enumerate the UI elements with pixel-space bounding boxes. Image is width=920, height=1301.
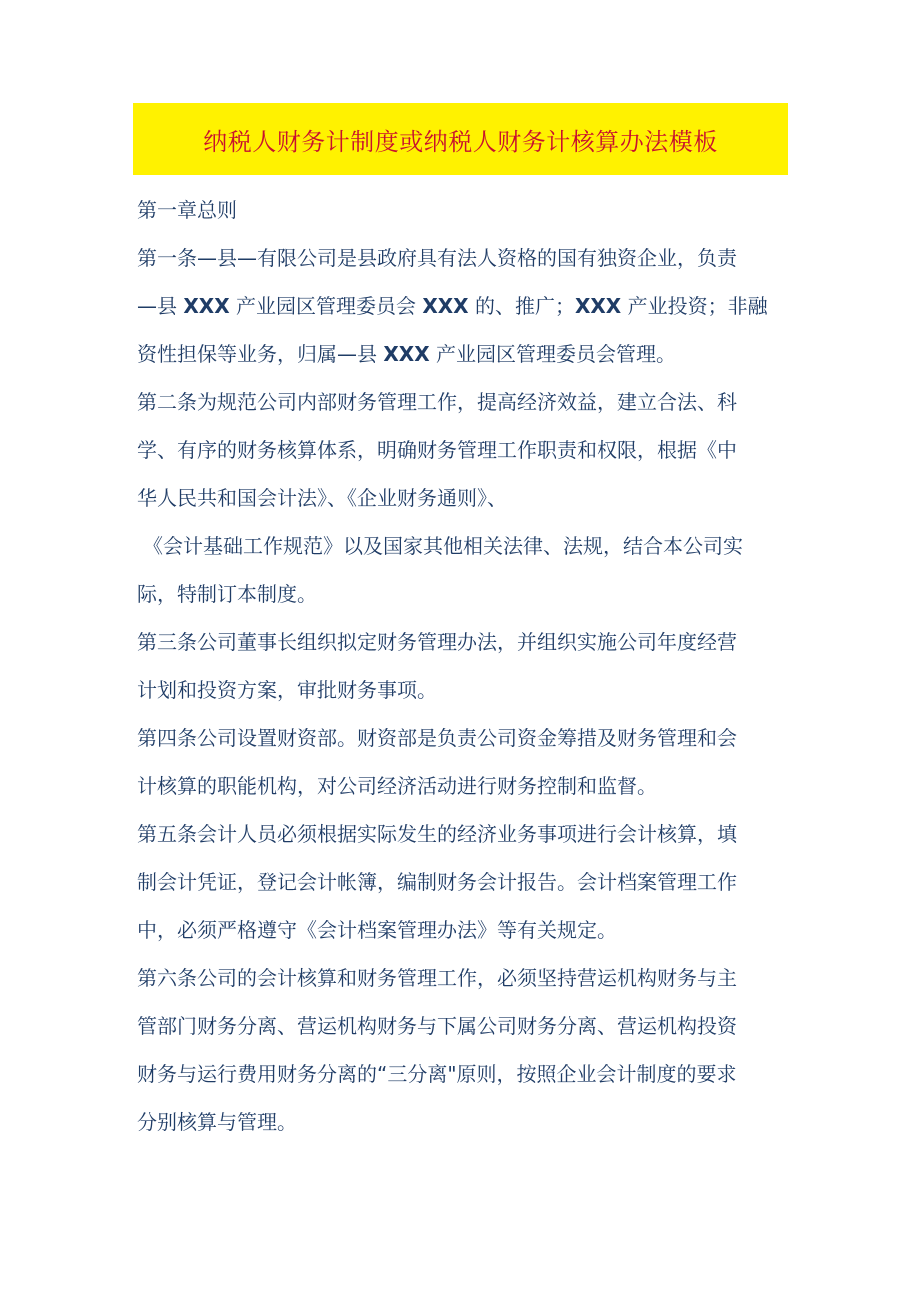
article-2-line-1: 第二条为规范公司内部财务管理工作，提高经济效益，建立合法、科 <box>137 390 737 414</box>
article-1-text: 资性担保等业务，归属—县 <box>137 342 384 366</box>
article-1-text: 产业园区管理委员会 <box>229 294 423 318</box>
article-2-line-4: 《会计基础工作规范》以及国家其他相关法律、法规，结合本公司实 <box>143 534 743 558</box>
article-1-line-1: 第一条—县—有限公司是县政府具有法人资格的国有独资企业，负责 <box>137 246 737 270</box>
article-6-line-3: 财务与运行费用财务分离的“三分离"原则，按照企业会计制度的要求 <box>137 1062 737 1086</box>
article-1-line-2 <box>137 282 787 330</box>
article-5-line-1: 第五条会计人员必须根据实际发生的经济业务事项进行会计核算，填 <box>137 822 737 846</box>
article-6-line-2: 管部门财务分离、营运机构财务与下属公司财务分离、营运机构投资 <box>137 1014 737 1038</box>
article-5-line-2: 制会计凭证，登记会计帐簿，编制财务会计报告。会计档案管理工作 <box>137 870 737 894</box>
placeholder-xxx: XXX <box>183 294 230 318</box>
placeholder-xxx: XXX <box>422 294 469 318</box>
article-2-line-2: 学、有序的财务核算体系，明确财务管理工作职责和权限，根据《中 <box>137 438 737 462</box>
article-1-line-3 <box>137 330 787 378</box>
title-banner <box>133 103 788 175</box>
placeholder-xxx: XXX <box>574 294 622 318</box>
document-body <box>137 186 787 1146</box>
article-3-line-2: 计划和投资方案，审批财务事项。 <box>137 678 437 702</box>
article-4-line-1: 第四条公司设置财资部。财资部是负责公司资金筹措及财务管理和会 <box>137 726 737 750</box>
article-1-text: 产业园区管理委员会管理。 <box>429 342 676 366</box>
chapter-heading: 第一章总则 <box>137 198 237 222</box>
article-1-text: 的、推广； <box>468 294 575 318</box>
article-6-line-4: 分别核算与管理。 <box>137 1110 297 1134</box>
article-6-line-1: 第六条公司的会计核算和财务管理工作，必须坚持营运机构财务与主 <box>137 966 737 990</box>
article-1-text: 产业投资；非融 <box>621 294 768 318</box>
placeholder-xxx: XXX <box>383 342 430 366</box>
article-2-line-3: 华人民共和国会计法》、《企业财务通则》、 <box>137 486 507 510</box>
article-1-text: —县 <box>137 294 184 318</box>
article-2-line-5: 际，特制订本制度。 <box>137 582 317 606</box>
document-title: 纳税人财务计制度或纳税人财务计核算办法模板 <box>203 127 718 156</box>
article-5-line-3: 中，必须严格遵守《会计档案管理办法》等有关规定。 <box>137 918 617 942</box>
article-3-line-1: 第三条公司董事长组织拟定财务管理办法，并组织实施公司年度经营 <box>137 630 737 654</box>
article-4-line-2: 计核算的职能机构，对公司经济活动进行财务控制和监督。 <box>137 774 657 798</box>
